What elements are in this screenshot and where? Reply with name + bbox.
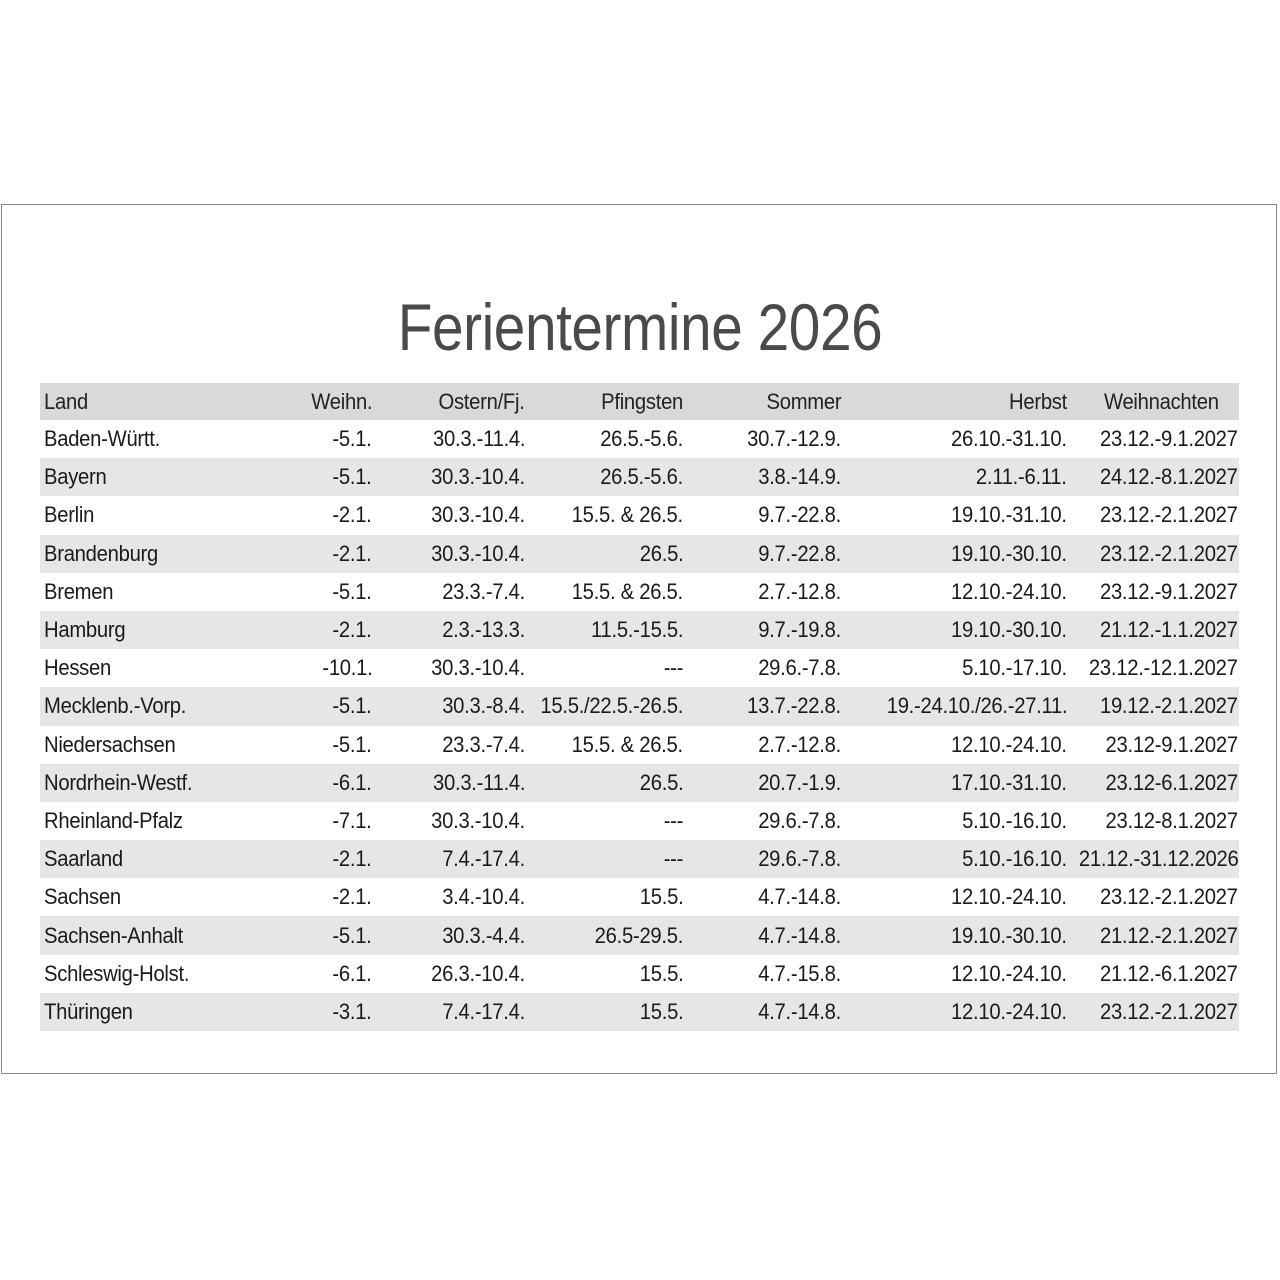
cell-land: Bayern [44,464,107,490]
cell-pfingsten: 15.5. [639,998,683,1024]
cell-ostern: 26.3.-10.4. [431,960,525,986]
cell-ostern: 23.3.-7.4. [442,578,525,604]
cell-sommer: 4.7.-14.8. [758,884,841,910]
cell-herbst: 26.10.-31.10. [951,426,1067,452]
cell-sommer: 9.7.-22.8. [758,540,841,566]
cell-herbst: 19.10.-30.10. [951,540,1067,566]
cell-weihnachten: 23.12-8.1.2027 [1105,807,1238,833]
cell-pfingsten: 26.5.-5.6. [600,464,683,490]
table-row [40,840,1239,878]
cell-weihn: -2.1. [332,502,372,528]
cell-pfingsten: --- [663,846,683,872]
cell-sommer: 29.6.-7.8. [758,846,841,872]
cell-herbst: 12.10.-24.10. [951,884,1067,910]
cell-weihn: -10.1. [321,655,372,681]
cell-weihn: -5.1. [332,922,372,948]
cell-ostern: 30.3.-11.4. [432,769,525,795]
cell-pfingsten: 26.5. [639,769,683,795]
cell-herbst: 19.10.-30.10. [951,617,1067,643]
cell-pfingsten: 15.5. [639,960,683,986]
cell-sommer: 4.7.-15.8. [758,960,841,986]
header-sommer: Sommer [766,388,841,414]
cell-sommer: 4.7.-14.8. [758,922,841,948]
cell-land: Niedersachsen [44,731,176,757]
cell-land: Thüringen [44,998,133,1024]
header-weihnachten: Weihnachten [1103,388,1219,414]
cell-weihn: -3.1. [332,998,372,1024]
table-row [40,573,1239,611]
cell-weihn: -2.1. [332,540,372,566]
holiday-table [40,383,1239,1031]
cell-herbst: 12.10.-24.10. [951,960,1067,986]
cell-herbst: 12.10.-24.10. [951,731,1067,757]
table-row [40,611,1239,649]
cell-pfingsten: --- [663,807,683,833]
table-row [40,993,1239,1031]
cell-land: Saarland [44,846,123,872]
cell-ostern: 30.3.-11.4. [432,426,525,452]
cell-weihnachten: 23.12.-2.1.2027 [1100,502,1238,528]
table-row [40,458,1239,496]
cell-pfingsten: 11.5.-15.5. [590,617,683,643]
cell-ostern: 30.3.-8.4. [442,693,525,719]
cell-herbst: 5.10.-16.10. [962,846,1067,872]
cell-herbst: 2.11.-6.11. [976,464,1067,490]
cell-sommer: 9.7.-19.8. [758,617,841,643]
cell-pfingsten: 26.5-29.5. [594,922,683,948]
cell-pfingsten: 15.5. & 26.5. [571,502,683,528]
table-row [40,878,1239,916]
cell-herbst: 12.10.-24.10. [951,998,1067,1024]
cell-herbst: 19.10.-31.10. [951,502,1067,528]
cell-weihn: -6.1. [332,769,372,795]
cell-ostern: 3.4.-10.4. [442,884,525,910]
cell-ostern: 30.3.-10.4. [431,502,525,528]
table-row [40,764,1239,802]
cell-sommer: 20.7.-1.9. [758,769,841,795]
header-ostern: Ostern/Fj. [438,388,525,414]
cell-herbst: 19.10.-30.10. [951,922,1067,948]
cell-sommer: 3.8.-14.9. [758,464,841,490]
cell-herbst: 5.10.-16.10. [962,807,1067,833]
cell-weihnachten: 21.12.-2.1.2027 [1100,922,1238,948]
cell-weihn: -2.1. [332,617,372,643]
cell-weihn: -6.1. [332,960,372,986]
cell-ostern: 30.3.-10.4. [431,655,525,681]
cell-ostern: 30.3.-10.4. [431,807,525,833]
cell-ostern: 30.3.-10.4. [431,464,525,490]
cell-weihn: -7.1. [332,807,372,833]
table-row [40,726,1239,764]
cell-sommer: 29.6.-7.8. [758,807,841,833]
cell-land: Brandenburg [44,540,159,566]
cell-weihnachten: 21.12.-1.1.2027 [1100,617,1238,643]
cell-ostern: 23.3.-7.4. [442,731,525,757]
cell-weihnachten: 23.12.-2.1.2027 [1100,540,1238,566]
cell-herbst: 5.10.-17.10. [962,655,1067,681]
header-land: Land [44,388,88,414]
cell-weihnachten: 23.12.-9.1.2027 [1100,426,1238,452]
cell-pfingsten: --- [663,655,683,681]
cell-ostern: 2.3.-13.3. [442,617,525,643]
cell-weihn: -2.1. [332,884,372,910]
cell-weihn: -5.1. [332,731,372,757]
cell-weihnachten: 23.12.-2.1.2027 [1100,998,1238,1024]
table-header-row [40,383,1239,420]
cell-weihnachten: 21.12.-6.1.2027 [1100,960,1238,986]
cell-sommer: 9.7.-22.8. [758,502,841,528]
cell-pfingsten: 26.5. [639,540,683,566]
cell-ostern: 7.4.-17.4. [442,846,525,872]
cell-pfingsten: 26.5.-5.6. [600,426,683,452]
cell-weihn: -5.1. [332,578,372,604]
cell-ostern: 7.4.-17.4. [442,998,525,1024]
table-row [40,496,1239,534]
cell-herbst: 19.-24.10./26.-27.11. [886,693,1067,719]
header-herbst: Herbst [1009,388,1067,414]
cell-weihn: -5.1. [332,464,372,490]
cell-sommer: 30.7.-12.9. [747,426,841,452]
cell-land: Berlin [44,502,95,528]
cell-pfingsten: 15.5. & 26.5. [571,731,683,757]
table-row [40,955,1239,993]
cell-land: Sachsen-Anhalt [44,922,184,948]
cell-sommer: 2.7.-12.8. [758,731,841,757]
cell-land: Nordrhein-Westf. [44,769,193,795]
table-row [40,802,1239,840]
cell-sommer: 13.7.-22.8. [747,693,841,719]
table-row [40,649,1239,687]
cell-herbst: 12.10.-24.10. [951,578,1067,604]
page-title: Ferientermine 2026 [397,290,883,364]
cell-land: Bremen [44,578,114,604]
cell-weihnachten: 21.12.-31.12.2026 [1078,846,1238,872]
cell-pfingsten: 15.5. & 26.5. [571,578,683,604]
cell-weihnachten: 24.12.-8.1.2027 [1100,464,1238,490]
cell-ostern: 30.3.-10.4. [431,540,525,566]
header-pfingsten: Pfingsten [601,388,683,414]
cell-pfingsten: 15.5. [639,884,683,910]
cell-land: Mecklenb.-Vorp. [44,693,187,719]
cell-pfingsten: 15.5./22.5.-26.5. [540,693,683,719]
table-body [40,420,1239,1031]
cell-weihnachten: 23.12.-12.1.2027 [1089,655,1238,681]
cell-weihnachten: 23.12-6.1.2027 [1105,769,1238,795]
cell-ostern: 30.3.-4.4. [442,922,525,948]
cell-sommer: 2.7.-12.8. [758,578,841,604]
cell-weihnachten: 19.12.-2.1.2027 [1100,693,1238,719]
cell-sommer: 29.6.-7.8. [758,655,841,681]
table-row [40,535,1239,573]
cell-sommer: 4.7.-14.8. [758,998,841,1024]
cell-land: Schleswig-Holst. [44,960,190,986]
table-row [40,916,1239,954]
cell-land: Hamburg [44,617,126,643]
cell-land: Sachsen [44,884,121,910]
cell-herbst: 17.10.-31.10. [951,769,1067,795]
cell-land: Baden-Württ. [44,426,160,452]
table-row [40,687,1239,725]
cell-weihnachten: 23.12-9.1.2027 [1105,731,1238,757]
cell-weihn: -5.1. [332,693,372,719]
cell-weihnachten: 23.12.-2.1.2027 [1100,884,1238,910]
cell-weihn: -5.1. [332,426,372,452]
header-weihn: Weihn. [311,388,372,414]
cell-weihnachten: 23.12.-9.1.2027 [1100,578,1238,604]
cell-land: Hessen [44,655,111,681]
cell-land: Rheinland-Pfalz [44,807,183,833]
table-row [40,420,1239,458]
cell-weihn: -2.1. [332,846,372,872]
